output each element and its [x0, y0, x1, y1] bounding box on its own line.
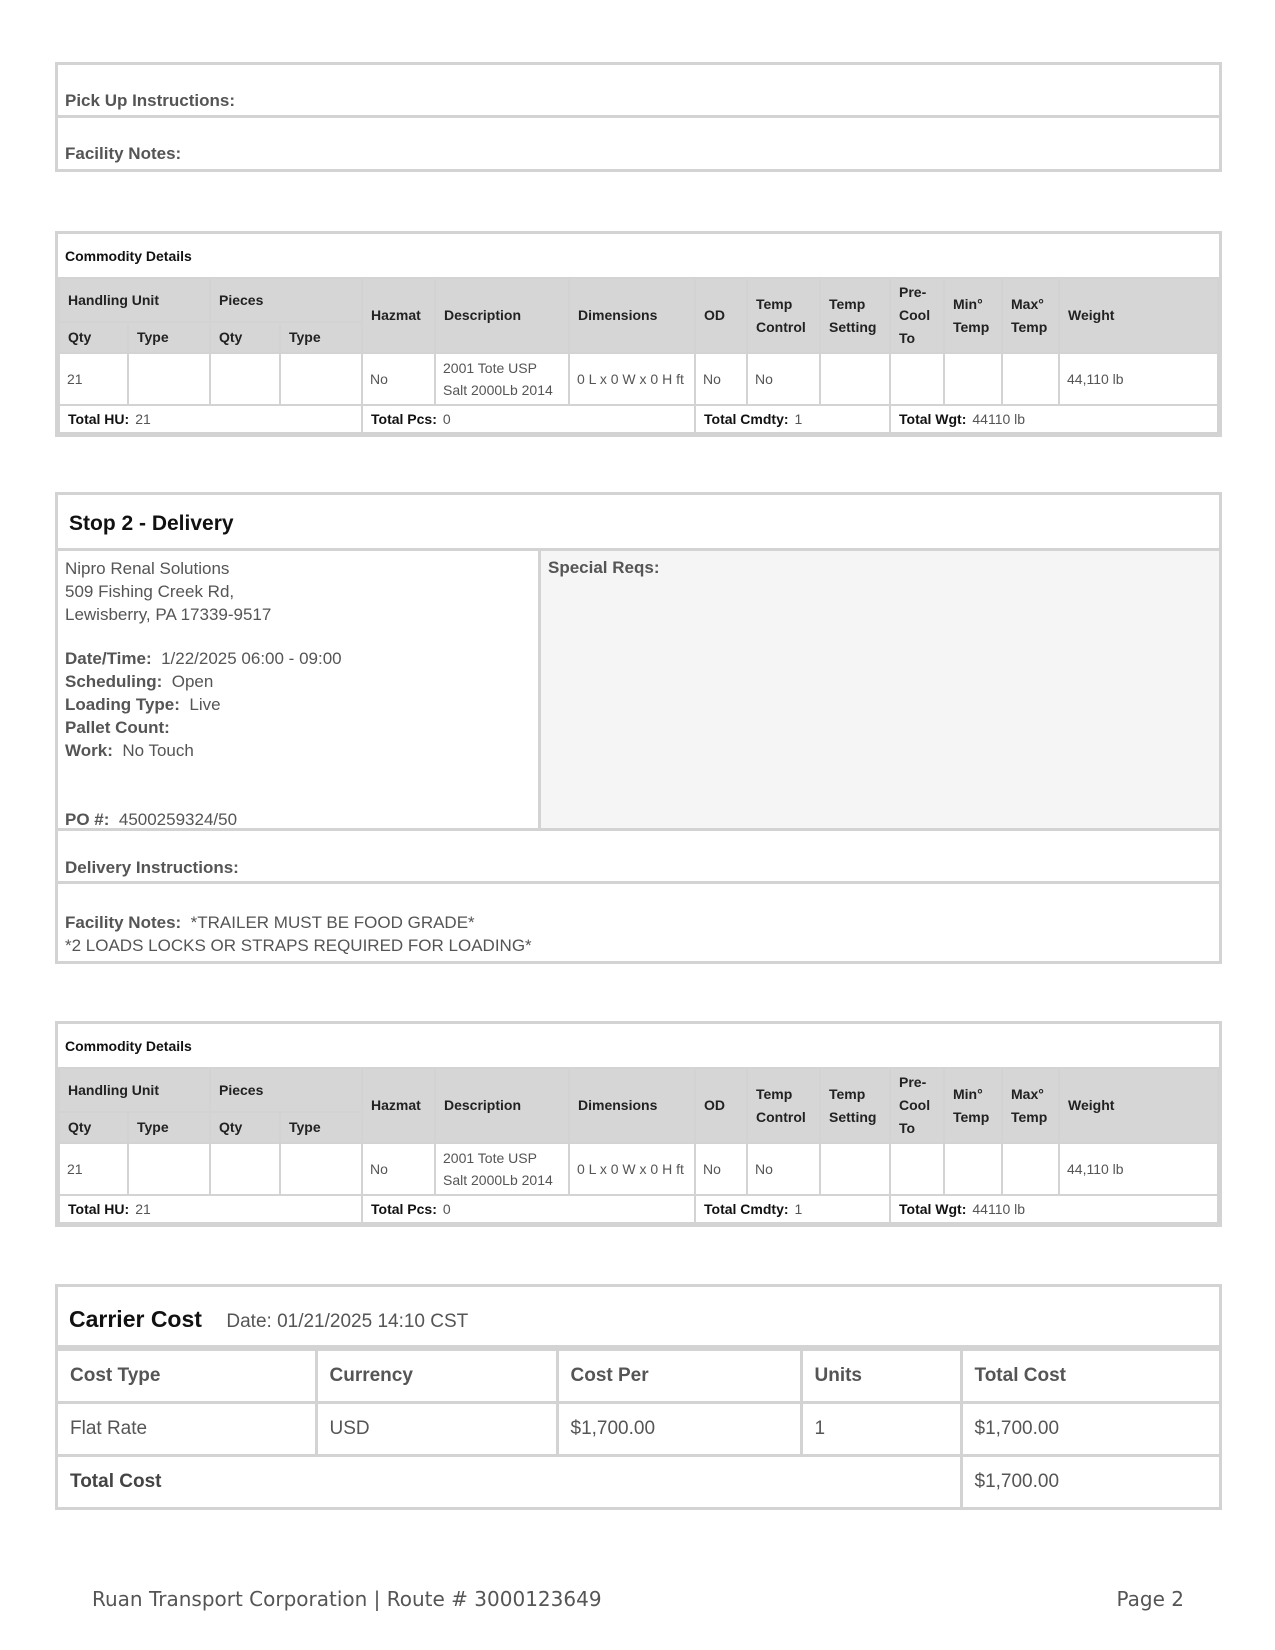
- cell-hazmat: No: [362, 353, 435, 405]
- col-hazmat: Hazmat: [362, 278, 435, 353]
- cell-hu-qty: 21: [59, 1143, 128, 1195]
- total-cmdty: Total Cmdty: 1: [695, 405, 890, 433]
- col-hu-qty: Qty: [59, 322, 128, 353]
- commodity-details-table-1: [55, 231, 1222, 437]
- cell-precool: [890, 1143, 944, 1195]
- scheduling-line: Scheduling: Open: [65, 672, 214, 691]
- col-temp-control: Temp Control: [747, 278, 820, 353]
- facility-notes-line-2: *2 LOADS LOCKS OR STRAPS REQUIRED FOR LOADING*: [65, 936, 532, 955]
- stop-title: Stop 2 - Delivery: [58, 495, 1219, 551]
- pickup-instructions-label: Pick Up Instructions:: [65, 91, 236, 110]
- pickup-instructions-row: [58, 65, 1219, 118]
- address-line-2: Lewisberry, PA 17339-9517: [65, 605, 272, 624]
- units-cell: 1: [801, 1403, 961, 1456]
- cost-per-cell: $1,700.00: [557, 1403, 801, 1456]
- col-hu-type: Type: [128, 1112, 210, 1143]
- col-temp-setting: Temp Setting: [820, 1068, 890, 1143]
- cell-temp-setting: [820, 1143, 890, 1195]
- currency-cell: USD: [316, 1403, 557, 1456]
- commodity-caption: Commodity Details: [59, 234, 1218, 278]
- col-pc-qty: Qty: [210, 1112, 280, 1143]
- cost-col-units: Units: [801, 1350, 961, 1403]
- cell-od: No: [695, 353, 747, 405]
- col-pc-qty: Qty: [210, 322, 280, 353]
- datetime-line: Date/Time: 1/22/2025 06:00 - 09:00: [65, 649, 342, 668]
- col-od: OD: [695, 1068, 747, 1143]
- total-pcs: Total Pcs: 0: [362, 405, 695, 433]
- cell-pc-type: [280, 353, 362, 405]
- total-cost-label: Total Cost: [58, 1456, 961, 1507]
- table-row: [59, 1143, 1218, 1195]
- col-description: Description: [435, 278, 569, 353]
- cell-weight: 44,110 lb: [1059, 353, 1218, 405]
- table-row: [58, 1403, 1219, 1456]
- pickup-facility-notes-row: [58, 118, 1219, 169]
- cell-hu-type: [128, 1143, 210, 1195]
- total-cost-row: [58, 1456, 1219, 1507]
- total-wgt: Total Wgt: 44110 lb: [890, 1195, 1218, 1223]
- col-precool: Pre- Cool To: [890, 278, 944, 353]
- facility-name: Nipro Renal Solutions: [65, 559, 230, 578]
- total-cost-value: $1,700.00: [961, 1456, 1219, 1507]
- cost-col-cost-per: Cost Per: [557, 1350, 801, 1403]
- col-precool: Pre- Cool To: [890, 1068, 944, 1143]
- cell-precool: [890, 353, 944, 405]
- work-line: Work: No Touch: [65, 741, 194, 760]
- cell-pc-qty: [210, 353, 280, 405]
- col-pieces: Pieces: [210, 278, 362, 322]
- cell-min-temp: [944, 1143, 1002, 1195]
- commodity-details-table-2: [55, 1021, 1222, 1227]
- pallet-count-line: Pallet Count:: [65, 718, 170, 737]
- col-pc-type: Type: [280, 1112, 362, 1143]
- carrier-cost-date: Date: 01/21/2025 14:10 CST: [226, 1311, 469, 1332]
- col-hu-type: Type: [128, 322, 210, 353]
- page-number: Page 2: [1116, 1587, 1184, 1611]
- cell-temp-setting: [820, 353, 890, 405]
- address-line-1: 509 Fishing Creek Rd,: [65, 582, 235, 601]
- cost-type-cell: Flat Rate: [58, 1403, 316, 1456]
- cost-col-total: Total Cost: [961, 1350, 1219, 1403]
- commodity-caption: Commodity Details: [59, 1024, 1218, 1068]
- total-cost-cell: $1,700.00: [961, 1403, 1219, 1456]
- cell-od: No: [695, 1143, 747, 1195]
- cell-pc-qty: [210, 1143, 280, 1195]
- col-max-temp: Max° Temp: [1002, 1068, 1059, 1143]
- cell-min-temp: [944, 353, 1002, 405]
- cell-max-temp: [1002, 1143, 1059, 1195]
- carrier-cost-title: Carrier Cost: [69, 1306, 202, 1332]
- col-weight: Weight: [1059, 278, 1218, 353]
- stop-2-delivery-box: [55, 492, 1222, 964]
- col-hu-qty: Qty: [59, 1112, 128, 1143]
- carrier-cost-header: [58, 1287, 1219, 1348]
- cell-temp-control: No: [747, 353, 820, 405]
- col-temp-control: Temp Control: [747, 1068, 820, 1143]
- col-hazmat: Hazmat: [362, 1068, 435, 1143]
- cell-max-temp: [1002, 353, 1059, 405]
- stop-details: [58, 551, 541, 828]
- col-weight: Weight: [1059, 1068, 1218, 1143]
- stop-body: [58, 551, 1219, 831]
- col-pc-type: Type: [280, 322, 362, 353]
- delivery-instructions-row: Delivery Instructions:: [58, 831, 1219, 884]
- col-min-temp: Min° Temp: [944, 1068, 1002, 1143]
- totals-row: [59, 1195, 1218, 1223]
- col-od: OD: [695, 278, 747, 353]
- col-min-temp: Min° Temp: [944, 278, 1002, 353]
- total-hu: Total HU: 21: [59, 1195, 362, 1223]
- facility-notes-label: Facility Notes:: [65, 913, 182, 932]
- footer-route: Ruan Transport Corporation | Route # 3000123649: [92, 1587, 602, 1611]
- col-temp-setting: Temp Setting: [820, 278, 890, 353]
- cell-hu-qty: 21: [59, 353, 128, 405]
- cell-weight: 44,110 lb: [1059, 1143, 1218, 1195]
- cost-header-row: [58, 1350, 1219, 1403]
- page-footer: [92, 1587, 1184, 1611]
- total-wgt: Total Wgt: 44110 lb: [890, 405, 1218, 433]
- cell-description: 2001 Tote USP Salt 2000Lb 2014: [435, 353, 569, 405]
- col-handling-unit: Handling Unit: [59, 1068, 210, 1112]
- col-pieces: Pieces: [210, 1068, 362, 1112]
- col-dimensions: Dimensions: [569, 1068, 695, 1143]
- carrier-cost-box: [55, 1284, 1222, 1510]
- cell-pc-type: [280, 1143, 362, 1195]
- col-dimensions: Dimensions: [569, 278, 695, 353]
- loading-type-line: Loading Type: Live: [65, 695, 221, 714]
- col-handling-unit: Handling Unit: [59, 278, 210, 322]
- total-cmdty: Total Cmdty: 1: [695, 1195, 890, 1223]
- cell-description: 2001 Tote USP Salt 2000Lb 2014: [435, 1143, 569, 1195]
- table-row: [59, 353, 1218, 405]
- cell-hu-type: [128, 353, 210, 405]
- total-pcs: Total Pcs: 0: [362, 1195, 695, 1223]
- totals-row: [59, 405, 1218, 433]
- special-reqs-label: Special Reqs:: [548, 558, 660, 577]
- col-max-temp: Max° Temp: [1002, 278, 1059, 353]
- facility-notes-line-1: *TRAILER MUST BE FOOD GRADE*: [190, 913, 475, 932]
- pickup-facility-notes-label: Facility Notes:: [65, 144, 182, 163]
- col-description: Description: [435, 1068, 569, 1143]
- cell-hazmat: No: [362, 1143, 435, 1195]
- cell-dimensions: 0 L x 0 W x 0 H ft: [569, 1143, 695, 1195]
- cost-col-currency: Currency: [316, 1350, 557, 1403]
- cell-dimensions: 0 L x 0 W x 0 H ft: [569, 353, 695, 405]
- cost-col-type: Cost Type: [58, 1350, 316, 1403]
- po-number-line: PO #: 4500259324/50: [65, 810, 238, 829]
- pickup-notes-box: [55, 62, 1222, 172]
- delivery-facility-notes-row: [58, 884, 1219, 961]
- cell-temp-control: No: [747, 1143, 820, 1195]
- total-hu: Total HU: 21: [59, 405, 362, 433]
- special-reqs-panel: [541, 551, 1219, 828]
